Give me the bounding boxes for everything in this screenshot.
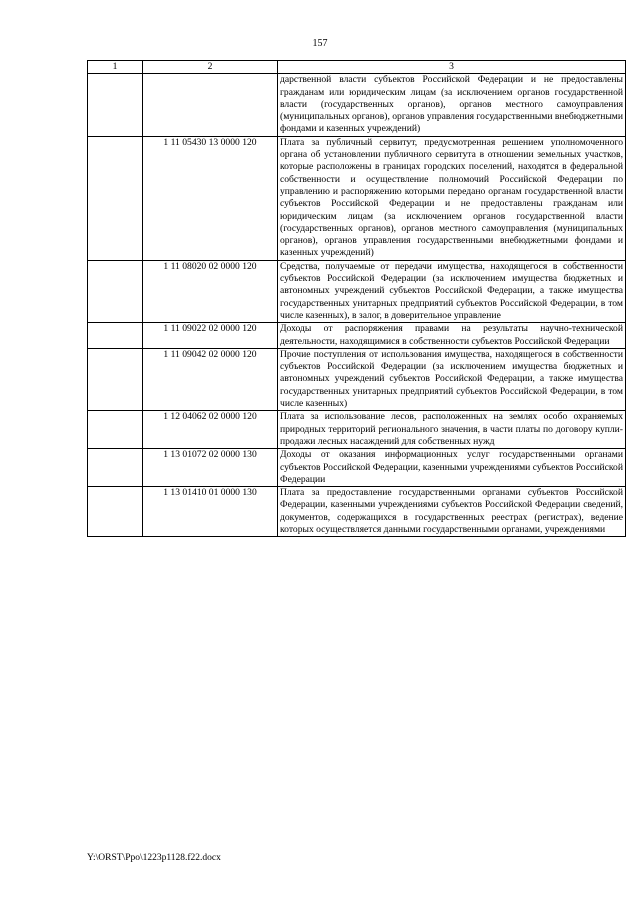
income-code-cell: 1 11 05430 13 0000 120 bbox=[143, 136, 278, 260]
income-code-cell: 1 13 01410 01 0000 130 bbox=[143, 487, 278, 537]
table-row bbox=[88, 323, 626, 349]
table-header-row bbox=[88, 61, 626, 74]
header-col-1: 1 bbox=[88, 61, 143, 74]
header-col-2: 2 bbox=[143, 61, 278, 74]
table-row bbox=[88, 260, 626, 322]
budget-codes-table bbox=[87, 60, 626, 537]
income-description-cell: Плата за публичный сервитут, предусмотренная решением уполномоченного органа об установлении публичного сервитута в отношении земельных участков, которые расположены в границах городских поселений, находятся в федеральной собственности и осуществление полномочий Российской Федерации по управлению и распоряжению которыми передано органам государственной власти субъектов Российской Федерации и не предоставлены гражданам или юридическим лицам (за исключением органов государственной власти (государственных органов), органов местного самоуправления (муниципальных органов), органов управления государственными внебюджетными фондами и казенных учреждений) bbox=[278, 136, 626, 260]
header-col-3: 3 bbox=[278, 61, 626, 74]
table-row bbox=[88, 348, 626, 410]
row-col1-cell bbox=[88, 74, 143, 136]
income-description-cell: Плата за использование лесов, расположенных на землях особо охраняемых природных территорий регионального значения, в части платы по договору купли-продажи лесных насаждений для собственных нужд bbox=[278, 411, 626, 449]
row-col1-cell bbox=[88, 260, 143, 322]
row-col1-cell bbox=[88, 449, 143, 487]
income-code-cell: 1 11 09022 02 0000 120 bbox=[143, 323, 278, 349]
income-description-cell: Плата за предоставление государственными органами субъектов Российской Федерации, казенными учреждениями субъектов Российской Федерации сведений, документов, содержащихся в государственных реестрах (регистрах), ведение которых осуществляется данными государственными органами, учреждениями bbox=[278, 487, 626, 537]
income-description-cell: дарственной власти субъектов Российской Федерации и не предоставлены гражданам или юридическим лицам (за исключением органов государственной власти (государственных органов), органов местного самоуправления (муниципальных органов), органов управления государственными внебюджетными фондами и казенных учреждений) bbox=[278, 74, 626, 136]
income-code-cell: 1 13 01072 02 0000 130 bbox=[143, 449, 278, 487]
row-col1-cell bbox=[88, 348, 143, 410]
table-row bbox=[88, 487, 626, 537]
income-code-cell: 1 11 09042 02 0000 120 bbox=[143, 348, 278, 410]
income-description-cell: Прочие поступления от использования имущества, находящегося в собственности субъектов Российской Федерации (за исключением имущества бюджетных и автономных учреждений субъектов Российской Федерации, а также имущества государственных унитарных предприятий субъектов Российской Федерации, в том числе казенных) bbox=[278, 348, 626, 410]
income-code-cell bbox=[143, 74, 278, 136]
page-number: 157 bbox=[312, 38, 328, 49]
table-body bbox=[88, 61, 626, 537]
table-row bbox=[88, 136, 626, 260]
table-row bbox=[88, 449, 626, 487]
income-description-cell: Доходы от оказания информационных услуг государственными органами субъектов Российской Федерации, казенными учреждениями субъектов Российской Федерации bbox=[278, 449, 626, 487]
income-description-cell: Доходы от распоряжения правами на результаты научно-технической деятельности, находящимися в собственности субъектов Российской Федерации bbox=[278, 323, 626, 349]
row-col1-cell bbox=[88, 411, 143, 449]
income-code-cell: 1 11 08020 02 0000 120 bbox=[143, 260, 278, 322]
table-row bbox=[88, 74, 626, 136]
row-col1-cell bbox=[88, 323, 143, 349]
table-row bbox=[88, 411, 626, 449]
file-path-footer: Y:\ORST\Ppo\1223p1128.f22.docx bbox=[87, 853, 221, 863]
row-col1-cell bbox=[88, 487, 143, 537]
income-description-cell: Средства, получаемые от передачи имущества, находящегося в собственности субъектов Российской Федерации (за исключением имущества бюджетных и автономных учреждений субъектов Российской Федерации, а также имущества государственных унитарных предприятий субъектов Российской Федерации, в том числе казенных), в залог, в доверительное управление bbox=[278, 260, 626, 322]
income-code-cell: 1 12 04062 02 0000 120 bbox=[143, 411, 278, 449]
row-col1-cell bbox=[88, 136, 143, 260]
